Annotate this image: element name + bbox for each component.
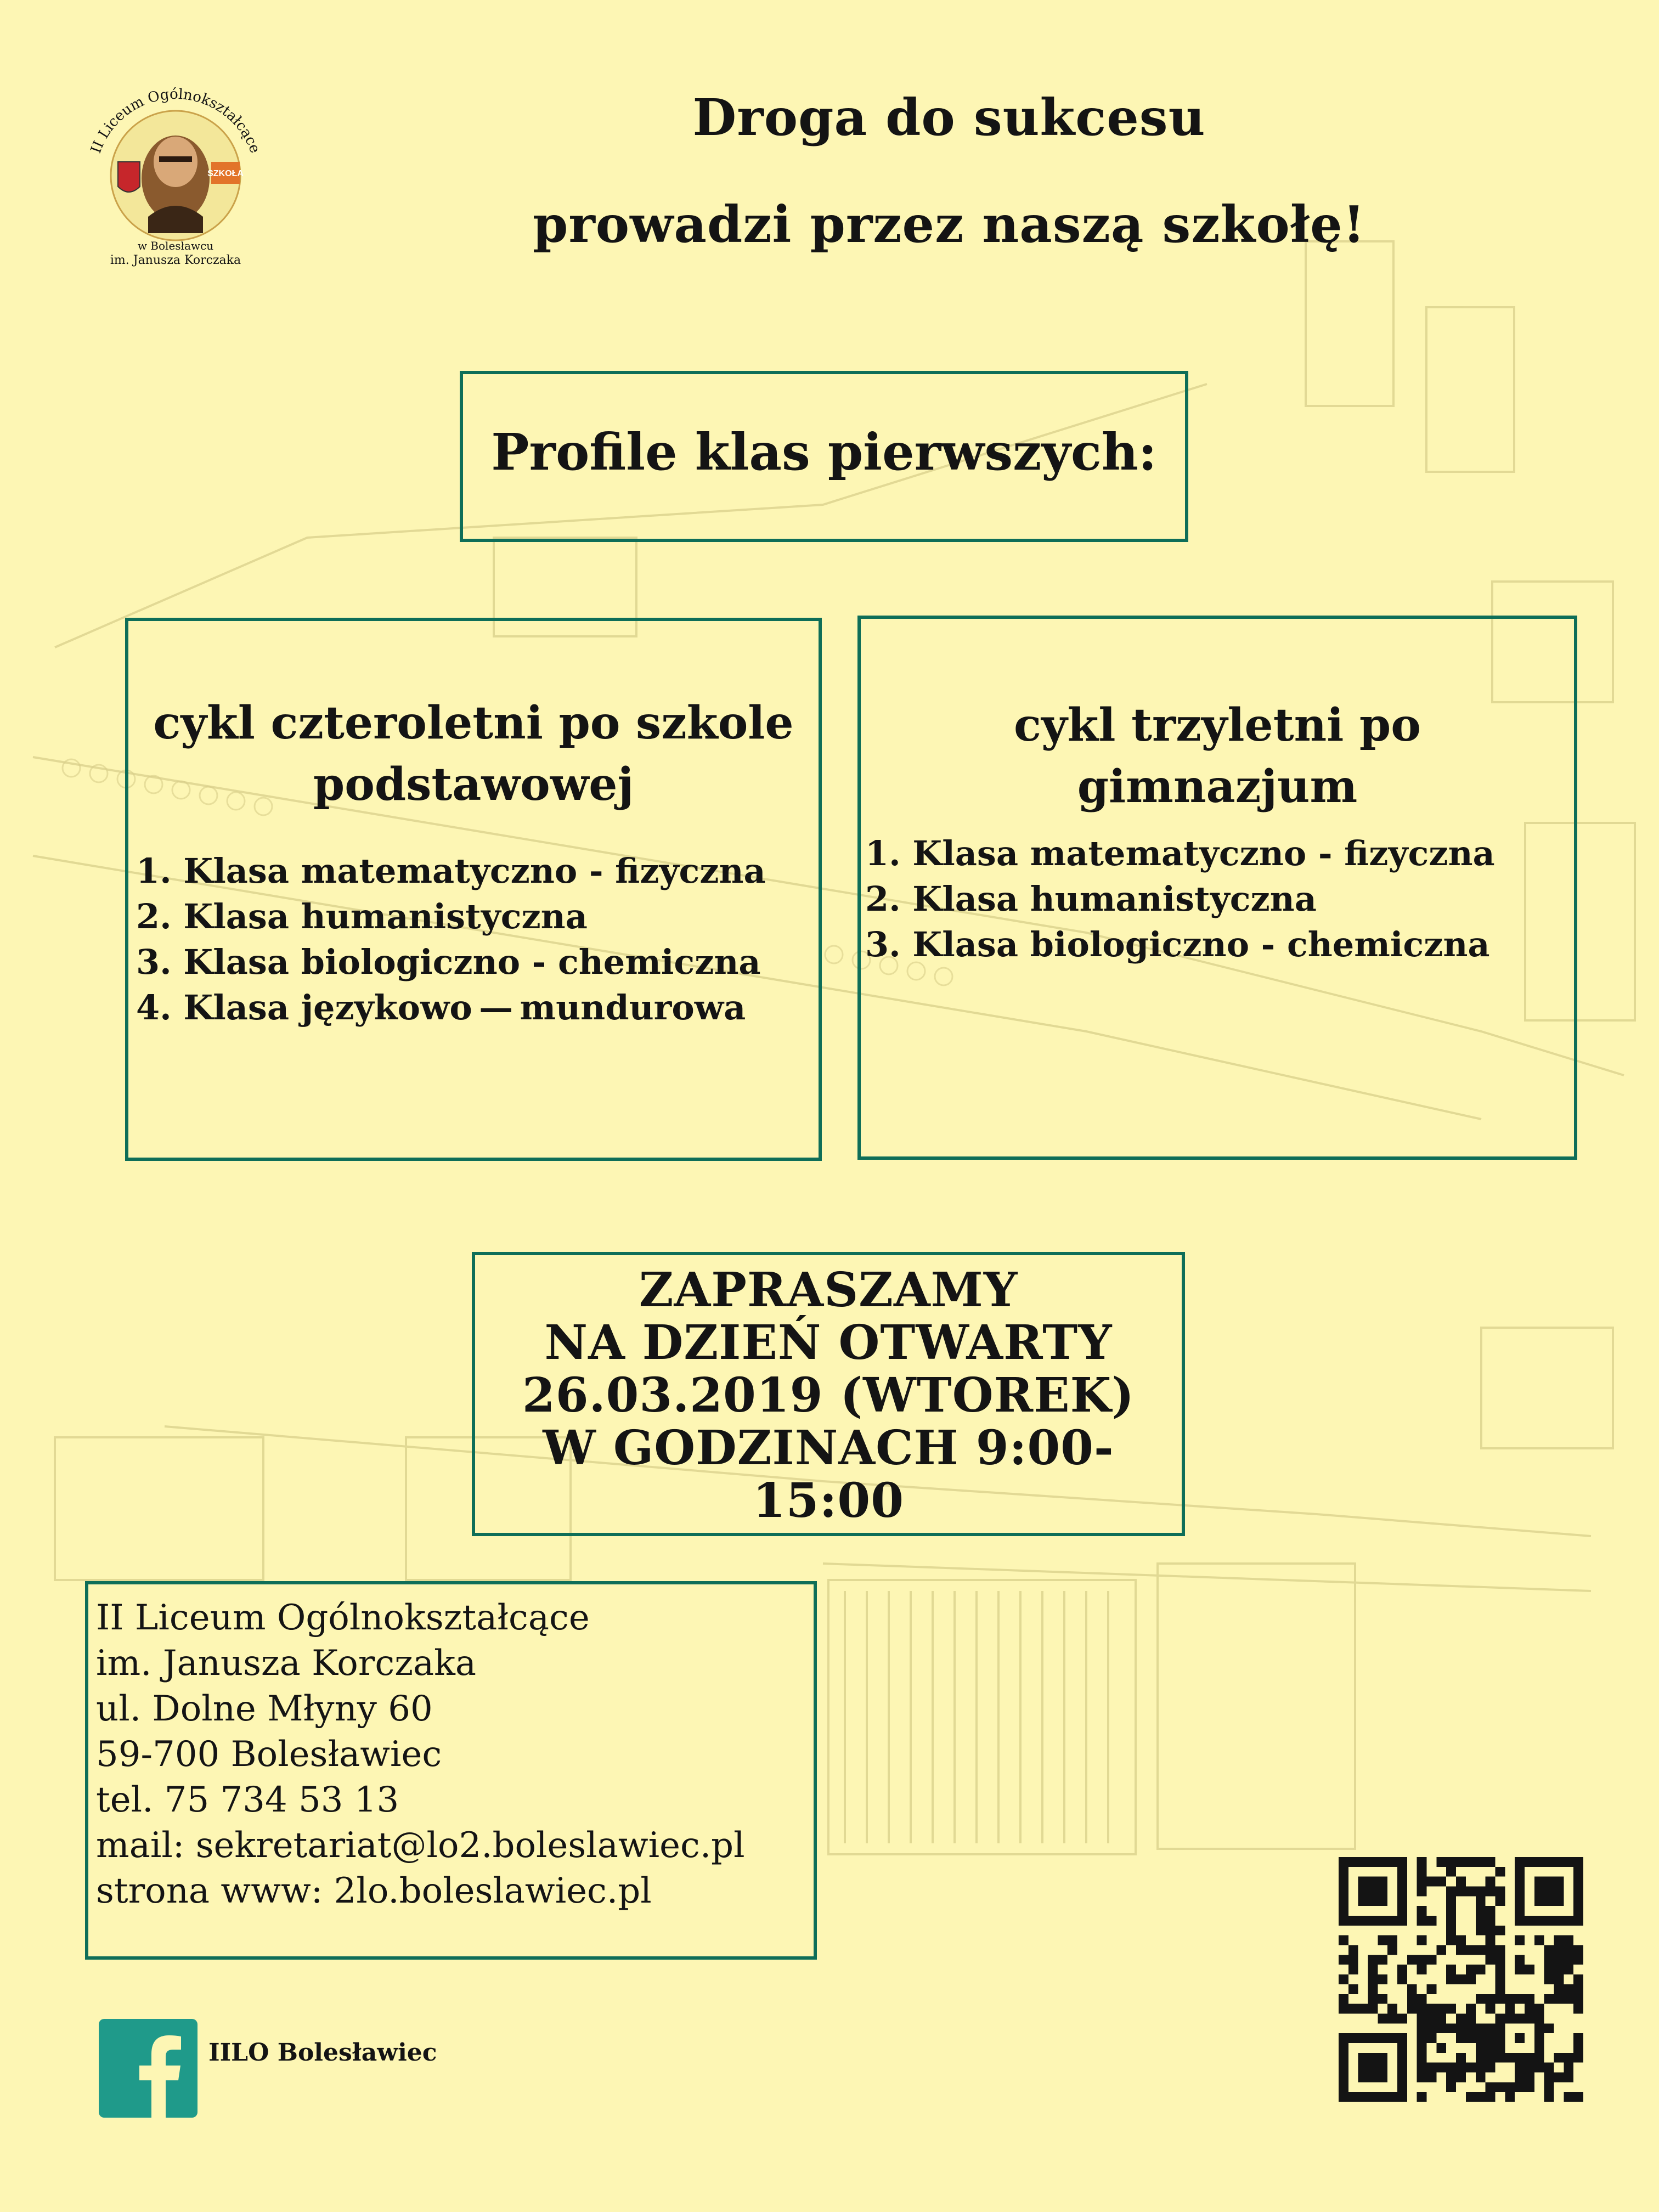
contact-box xyxy=(85,1581,817,1960)
contact-school-name: II Liceum Ogólnokształcące xyxy=(96,1598,590,1638)
list-item: 2. Klasa humanistyczna xyxy=(865,879,1317,919)
facebook-page-name: IILO Bolesławiec xyxy=(208,2039,437,2067)
profiles-box xyxy=(460,371,1188,542)
seal-badge: SZKOŁA xyxy=(207,169,244,178)
invite-date: 26.03.2019 (WTOREK) xyxy=(522,1368,1135,1423)
list-item: 1. Klasa matematyczno - fizyczna xyxy=(136,851,766,891)
four-year-cycle-title xyxy=(150,692,797,815)
contact-email: mail: sekretariat@lo2.boleslawiec.pl xyxy=(96,1825,745,1866)
four-year-class-list xyxy=(136,848,766,1030)
contact-street: ul. Dolne Młyny 60 xyxy=(96,1689,433,1729)
contact-patron: im. Janusza Korczaka xyxy=(96,1643,477,1684)
headline-line-1: Droga do sukcesu xyxy=(692,88,1206,147)
headline-line-2: prowadzi przez naszą szkołę! xyxy=(532,195,1365,254)
invite-line-1: ZAPRASZAMY xyxy=(639,1262,1018,1318)
facebook-icon xyxy=(99,2019,198,2118)
qr-code-icon xyxy=(1339,1857,1583,2102)
contact-city: 59-700 Bolesławiec xyxy=(96,1734,442,1775)
invite-line-2: NA DZIEŃ OTWARTY xyxy=(544,1315,1113,1370)
four-year-cycle-title-line-1: cykl czteroletni po szkole xyxy=(153,697,794,749)
open-day-invitation-box xyxy=(472,1252,1185,1536)
three-year-cycle-box xyxy=(857,616,1577,1160)
invite-hours: W GODZINACH 9:00-15:00 xyxy=(543,1420,1114,1528)
list-item: 3. Klasa biologiczno - chemiczna xyxy=(865,924,1490,964)
profiles-title: Profile klas pierwszych: xyxy=(491,422,1157,482)
seal-text-top: II Liceum Ogólnokształcące xyxy=(88,86,263,156)
list-item: 1. Klasa matematyczno - fizyczna xyxy=(865,833,1495,873)
four-year-cycle-box xyxy=(125,618,822,1161)
seal-text-city: w Bolesławcu xyxy=(137,239,214,252)
three-year-cycle-title: cykl trzyletni po gimnazjum xyxy=(1014,699,1421,813)
seal-text-patron: im. Janusza Korczaka xyxy=(110,253,241,267)
list-item: 2. Klasa humanistyczna xyxy=(136,896,588,936)
school-seal-icon xyxy=(71,69,280,277)
list-item: 3. Klasa biologiczno - chemiczna xyxy=(136,942,761,982)
four-year-cycle-title-line-2: podstawowej xyxy=(313,758,634,811)
three-year-class-list xyxy=(865,831,1495,967)
list-item: 4. Klasa językowo — mundurowa xyxy=(136,988,746,1028)
contact-phone: tel. 75 734 53 13 xyxy=(96,1780,399,1820)
contact-website: strona www: 2lo.boleslawiec.pl xyxy=(96,1871,652,1911)
